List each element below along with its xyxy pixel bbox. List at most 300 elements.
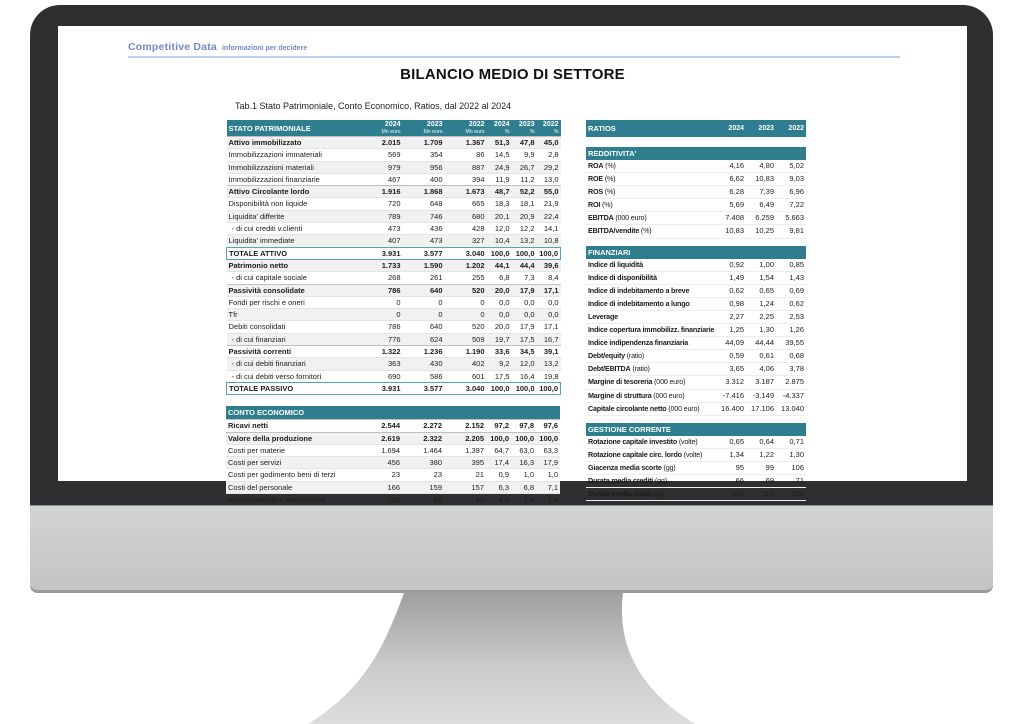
table-row <box>227 186 561 198</box>
cell-value: 467 <box>387 174 401 184</box>
cell-value: 4,80 <box>759 161 774 170</box>
cell-value: -4.337 <box>782 390 804 400</box>
cell-value: 9,9 <box>524 150 535 160</box>
cell-value: 1.236 <box>403 346 445 358</box>
row-label: Indice di indebitamento a lungo <box>588 298 690 308</box>
cell-value: 3.931 <box>361 382 403 394</box>
cell-value: 1.590 <box>403 259 445 271</box>
table-row <box>227 321 561 333</box>
table-row <box>586 324 806 337</box>
cell-value: 22,4 <box>543 211 559 221</box>
cell-value: 640 <box>403 284 445 296</box>
brand-tagline: informazioni per decidere <box>221 45 308 52</box>
cell-value: 2.015 <box>361 137 403 149</box>
table-row <box>586 402 806 415</box>
cell-value: 0,0 <box>499 297 510 307</box>
cell-value: 624 <box>429 334 443 344</box>
cell-value: 395 <box>471 458 484 468</box>
cell-value: 29,2 <box>543 162 559 172</box>
cell-value: 1,30 <box>789 449 804 459</box>
row-label: TOTALE PASSIVO <box>227 382 361 394</box>
cell-value: 2.272 <box>402 420 444 432</box>
cell-value: 24,9 <box>494 162 510 172</box>
row-label: Fondi per rischi e oneri <box>228 297 305 307</box>
table-row <box>227 210 561 222</box>
table-row <box>586 186 806 199</box>
table-header-row <box>586 120 806 137</box>
section-header-row <box>586 147 806 160</box>
cell-value: 18,3 <box>494 199 510 209</box>
cell-value: 4,5 <box>498 495 509 505</box>
cell-value: 20,0 <box>494 322 510 332</box>
cell-value: 7.408 <box>725 213 744 223</box>
table-row <box>586 297 806 310</box>
report-title: BILANCIO MEDIO DI SETTORE <box>400 66 625 83</box>
cell-value: 95 <box>735 462 744 472</box>
cell-value: 100,0 <box>536 432 560 444</box>
cell-value: 0 <box>438 297 443 307</box>
table-row <box>227 173 561 185</box>
monitor-frame <box>30 5 993 593</box>
table-row <box>586 173 806 186</box>
row-label: Passività consolidate <box>227 284 361 296</box>
row-label: Debt/equity (ratio) <box>588 351 645 361</box>
cell-value: 8,4 <box>548 273 559 283</box>
cell-value: 473 <box>387 224 401 234</box>
row-label: - di cui finanziari <box>231 334 286 344</box>
cell-value: 4,06 <box>759 364 774 374</box>
cell-value: 121 <box>791 489 804 499</box>
cell-value: 17,1 <box>537 284 561 296</box>
cell-value: 44,44 <box>755 338 774 348</box>
table-row <box>227 370 561 382</box>
table-row <box>586 284 806 297</box>
cell-value: 55,0 <box>537 186 561 198</box>
cell-value: 0 <box>480 297 485 307</box>
table-title: STATO PATRIMONIALE <box>227 120 361 137</box>
table-row <box>226 469 560 481</box>
row-label: Liquidita' immediate <box>228 236 295 246</box>
cell-value: 0,0 <box>524 297 535 307</box>
cell-value: 97,6 <box>536 420 560 432</box>
row-label: Immobilizzazioni finanziarie <box>228 174 320 184</box>
row-label: - di cui crediti v.clienti <box>231 224 303 234</box>
cell-value: 690 <box>387 371 401 381</box>
cell-value: 979 <box>387 162 401 172</box>
cell-value: 11,9 <box>495 174 510 184</box>
cell-value: 2.205 <box>444 432 486 444</box>
cell-value: 12,0 <box>494 224 510 234</box>
table-row <box>227 358 561 370</box>
cell-value: 956 <box>429 162 443 172</box>
report-subtitle: Tab.1 Stato Patrimoniale, Conto Economico, Ratios, dal 2022 al 2024 <box>235 101 512 111</box>
cell-value: 97,8 <box>511 420 536 432</box>
row-label: ROS (%) <box>588 187 616 197</box>
section-header-row <box>586 423 806 436</box>
row-label: ROI (%) <box>588 200 613 210</box>
cell-value: 17,4 <box>494 458 509 468</box>
left-column <box>226 120 560 506</box>
table-row <box>586 350 806 363</box>
table-row <box>227 198 561 210</box>
cell-value: 33,6 <box>487 346 512 358</box>
column-header: 2022 Mn euro <box>445 120 487 137</box>
cell-value: 17,9 <box>519 322 535 332</box>
cell-value: 63 <box>475 495 484 505</box>
cell-value: 166 <box>387 482 400 492</box>
cell-value: 9,81 <box>789 226 804 236</box>
table-row <box>227 346 561 358</box>
row-label: Valore della produzione <box>226 432 360 444</box>
cell-value: 26,7 <box>519 162 535 172</box>
section-title: GESTIONE CORRENTE <box>586 423 806 436</box>
cell-value: 20,1 <box>494 211 510 221</box>
table-row <box>226 444 560 456</box>
cell-value: 44,4 <box>512 259 537 271</box>
cell-value: 100,0 <box>512 382 537 394</box>
cell-value: 1.367 <box>445 137 487 149</box>
cell-value: 1,43 <box>789 272 804 282</box>
row-label: Margine di struttura (000 euro) <box>588 390 685 400</box>
cell-value: 17.106 <box>751 403 774 413</box>
row-label: Indice di indebitamento a breve <box>588 285 690 295</box>
cell-value: 680 <box>471 211 485 221</box>
brand-name: Competitive Data <box>128 41 217 53</box>
cell-value: 7,22 <box>789 200 804 210</box>
row-label: Debt/EBITDA (ratio) <box>588 364 650 374</box>
cell-value: 100,0 <box>487 247 512 259</box>
ratios-section-redditivita <box>586 147 806 239</box>
cell-value: 0,0 <box>524 310 535 320</box>
table-row <box>586 389 806 402</box>
cell-value: 354 <box>429 150 443 160</box>
cell-value: 1,49 <box>729 272 744 282</box>
stato-patrimoniale-table <box>226 120 561 395</box>
row-label: Immobilizzazioni materiali <box>228 162 314 172</box>
cell-value: 0 <box>438 310 443 320</box>
table-row <box>227 161 561 173</box>
cell-value: 18,1 <box>519 199 535 209</box>
cell-value: 3.040 <box>445 247 487 259</box>
cell-value: 0,69 <box>789 285 804 295</box>
table-row <box>586 488 806 501</box>
cell-value: 71 <box>795 475 804 485</box>
cell-value: 23 <box>433 470 442 480</box>
cell-value: 66 <box>433 495 442 505</box>
table-row <box>226 481 560 493</box>
row-label: Disponibilità non liquide <box>228 199 308 209</box>
cell-value: 2.152 <box>444 420 486 432</box>
cell-value: 0 <box>396 297 401 307</box>
cell-value: 159 <box>429 482 442 492</box>
table-title: RATIOS <box>586 120 716 137</box>
cell-value: 407 <box>387 236 401 246</box>
cell-value: 0,0 <box>548 310 559 320</box>
cell-value: 0,85 <box>789 259 804 269</box>
cell-value: 0,65 <box>729 436 744 446</box>
cell-value: 1.673 <box>445 186 487 198</box>
cell-value: 16,3 <box>519 458 534 468</box>
cell-value: 1,24 <box>759 298 774 308</box>
cell-value: 16,7 <box>543 334 559 344</box>
cell-value: 45,0 <box>537 137 561 149</box>
table-row <box>227 309 561 321</box>
cell-value: 6,62 <box>729 174 744 184</box>
cell-value: 116 <box>732 489 744 499</box>
row-label: ROA (%) <box>588 161 616 170</box>
cell-value: 363 <box>387 359 401 369</box>
cell-value: 430 <box>429 359 443 369</box>
cell-value: 3,78 <box>789 364 804 374</box>
row-label: Immobilizzazioni immateriali <box>228 150 322 160</box>
cell-value: 13,0 <box>543 174 559 184</box>
row-label: ROE (%) <box>588 174 616 184</box>
cell-value: 394 <box>471 174 485 184</box>
table-row <box>227 296 561 308</box>
table-row <box>586 436 806 449</box>
cell-value: 52,2 <box>512 186 537 198</box>
cell-value: 402 <box>471 359 485 369</box>
cell-value: 13,2 <box>519 236 535 246</box>
cell-value: 10,25 <box>755 226 774 236</box>
table-row <box>586 461 806 474</box>
cell-value: 1.694 <box>381 445 400 455</box>
cell-value: 1,26 <box>789 325 804 335</box>
monitor-chin <box>30 505 993 593</box>
cell-value: 1,34 <box>729 449 744 459</box>
cell-value: 19,8 <box>543 371 559 381</box>
cell-value: 1,30 <box>759 325 774 335</box>
table-header-row <box>226 406 560 420</box>
table-row <box>226 432 560 444</box>
row-label: Giacenza media scorte (gg) <box>588 462 676 472</box>
table-row <box>227 272 561 284</box>
cell-value: 5,02 <box>789 161 804 170</box>
cell-value: 17,9 <box>543 458 559 468</box>
column-header: 2022 <box>776 120 806 137</box>
cell-value: 5,69 <box>729 200 744 210</box>
cell-value: 69 <box>765 475 774 485</box>
cell-value: 601 <box>471 371 485 381</box>
table-row <box>226 457 560 469</box>
cell-value: 0 <box>480 310 485 320</box>
cell-value: 1,00 <box>759 259 774 269</box>
table-row <box>586 337 806 350</box>
cell-value: 11,2 <box>520 174 535 184</box>
column-header: 2023 <box>746 120 776 137</box>
cell-value: 23 <box>391 470 400 480</box>
row-label: Durata media debiti (gg) <box>588 489 665 499</box>
table-row <box>586 199 806 212</box>
cell-value: 3.577 <box>403 382 445 394</box>
row-label: Indice di disponibilità <box>588 272 657 282</box>
cell-value: 1.733 <box>361 259 403 271</box>
row-label: Indice copertura immobilizz. finanziarie <box>588 325 715 335</box>
row-label: EBITDA (000 euro) <box>588 213 647 223</box>
cell-value: 17,5 <box>494 371 510 381</box>
column-header: 2024 % <box>487 120 512 137</box>
table-row <box>586 474 806 487</box>
cell-value: 1,0 <box>523 470 534 480</box>
column-header: 2024 <box>716 120 746 137</box>
cell-value: 10,4 <box>494 236 510 246</box>
cell-value: 1,25 <box>729 325 744 335</box>
table-row <box>227 137 561 149</box>
logo-underline <box>128 56 900 58</box>
table-row <box>227 223 561 235</box>
cell-value: 776 <box>387 334 401 344</box>
cell-value: 1.190 <box>445 346 487 358</box>
cell-value: 20,9 <box>519 211 535 221</box>
cell-value: 0,71 <box>789 436 804 446</box>
cell-value: -3.149 <box>752 390 774 400</box>
cell-value: 64,7 <box>494 445 509 455</box>
row-label: Patrimonio netto <box>227 259 361 271</box>
cell-value: 100,0 <box>512 247 537 259</box>
cell-value: 1,22 <box>759 449 774 459</box>
cell-value: 100,0 <box>486 432 511 444</box>
cell-value: 7,39 <box>759 187 774 197</box>
cell-value: 720 <box>387 199 401 209</box>
table-row <box>586 259 806 272</box>
right-column <box>586 120 806 501</box>
cell-value: 400 <box>429 174 443 184</box>
cell-value: 1.464 <box>423 445 442 455</box>
cell-value: 7,1 <box>547 482 559 492</box>
cell-value: 6,8 <box>523 482 534 492</box>
cell-value: 1.397 <box>465 445 484 455</box>
row-label: TOTALE ATTIVO <box>227 247 361 259</box>
cell-value: 0,0 <box>499 310 510 320</box>
table-row <box>586 310 806 323</box>
table-row <box>586 212 806 225</box>
row-label: Ricavi netti <box>226 420 360 432</box>
table-row <box>227 284 561 296</box>
cell-value: 12,2 <box>519 224 535 234</box>
cell-value: 20,0 <box>487 284 512 296</box>
cell-value: -7.416 <box>722 390 744 400</box>
cell-value: 509 <box>471 334 485 344</box>
cell-value: 10,83 <box>755 174 774 184</box>
cell-value: 436 <box>429 224 443 234</box>
cell-value: 0,9 <box>498 470 509 480</box>
cell-value: 327 <box>471 236 485 246</box>
cell-value: 0,59 <box>729 351 744 361</box>
cell-value: 261 <box>429 273 443 283</box>
section-title: FINANZIARI <box>586 246 806 259</box>
cell-value: 2,53 <box>789 311 804 321</box>
row-label: Costi del personale <box>228 482 293 492</box>
cell-value: 2,25 <box>759 311 774 321</box>
row-label: Attivo Circolante lordo <box>227 186 361 198</box>
cell-value: 86 <box>476 150 485 160</box>
brand-logo <box>128 37 307 55</box>
cell-value: 100,0 <box>487 382 512 394</box>
table-row <box>227 333 561 345</box>
cell-value: 39,6 <box>537 259 561 271</box>
cell-value: 0,68 <box>789 351 804 361</box>
row-label: Leverage <box>588 311 618 321</box>
cell-value: 1.868 <box>403 186 445 198</box>
cell-value: 569 <box>387 150 401 160</box>
cell-value: 1.202 <box>445 259 487 271</box>
cell-value: 6.259 <box>755 213 774 223</box>
cell-value: 665 <box>471 199 485 209</box>
cell-value: 2,9 <box>523 495 534 505</box>
table-row <box>586 448 806 461</box>
column-header: 2023 % <box>512 120 537 137</box>
cell-value: 97,2 <box>486 420 511 432</box>
cell-value: 1.916 <box>361 186 403 198</box>
cell-value: 48,7 <box>487 186 512 198</box>
monitor-stand <box>255 593 769 724</box>
ratios-section-finanziari <box>586 246 806 416</box>
row-label: Indice indipendenza finanziaria <box>588 338 689 348</box>
cell-value: 10,8 <box>543 236 559 246</box>
cell-value: 2,8 <box>548 150 559 160</box>
column-header: 2024 Mn euro <box>361 120 403 137</box>
cell-value: 39,1 <box>537 346 561 358</box>
cell-value: 746 <box>429 211 443 221</box>
cell-value: 0,61 <box>759 351 774 361</box>
cell-value: 10,83 <box>725 226 744 236</box>
row-label: - di cui debiti finanziari <box>231 359 306 369</box>
cell-value: 44,09 <box>725 338 744 348</box>
row-label: Tfr <box>228 310 238 320</box>
cell-value: 0,62 <box>789 298 804 308</box>
row-label: Liquidita' differite <box>228 211 285 221</box>
cell-value: 17,9 <box>512 284 537 296</box>
cell-value: 473 <box>429 236 443 246</box>
cell-value: 520 <box>445 284 487 296</box>
table-row <box>586 271 806 284</box>
cell-value: 2.544 <box>360 420 402 432</box>
cell-value: 16,4 <box>519 371 535 381</box>
cell-value: 1.322 <box>361 346 403 358</box>
table-row <box>227 149 561 161</box>
cell-value: 16.400 <box>721 403 744 413</box>
cell-value: 100,0 <box>537 382 561 394</box>
table-row <box>586 376 806 389</box>
cell-value: 789 <box>387 211 401 221</box>
cell-value: 6,96 <box>789 187 804 197</box>
cell-value: 63,0 <box>519 445 534 455</box>
cell-value: 887 <box>471 162 485 172</box>
row-label: Passività correnti <box>227 346 361 358</box>
cell-value: 1.709 <box>403 137 445 149</box>
cell-value: 1,0 <box>547 470 559 480</box>
row-label: Costi per servizi <box>228 458 282 468</box>
table-row <box>227 259 561 271</box>
cell-value: 6,8 <box>499 273 510 283</box>
section-header-row <box>586 246 806 259</box>
cell-value: 17,1 <box>543 322 559 332</box>
cell-value: 17,5 <box>519 334 535 344</box>
cell-value: 6,49 <box>759 200 774 210</box>
cell-value: 2.875 <box>785 377 804 387</box>
cell-value: 157 <box>471 482 484 492</box>
table-header-row <box>227 120 561 137</box>
cell-value: 39,55 <box>785 338 804 348</box>
column-header: 2022 % <box>537 120 561 137</box>
table-row <box>586 225 806 238</box>
cell-value: 21,9 <box>543 199 559 209</box>
row-label: Debiti consolidati <box>228 322 286 332</box>
cell-value: 0,98 <box>729 298 744 308</box>
cell-value: 428 <box>471 224 485 234</box>
conto-economico-table <box>226 406 560 506</box>
cell-value: 3.931 <box>361 247 403 259</box>
